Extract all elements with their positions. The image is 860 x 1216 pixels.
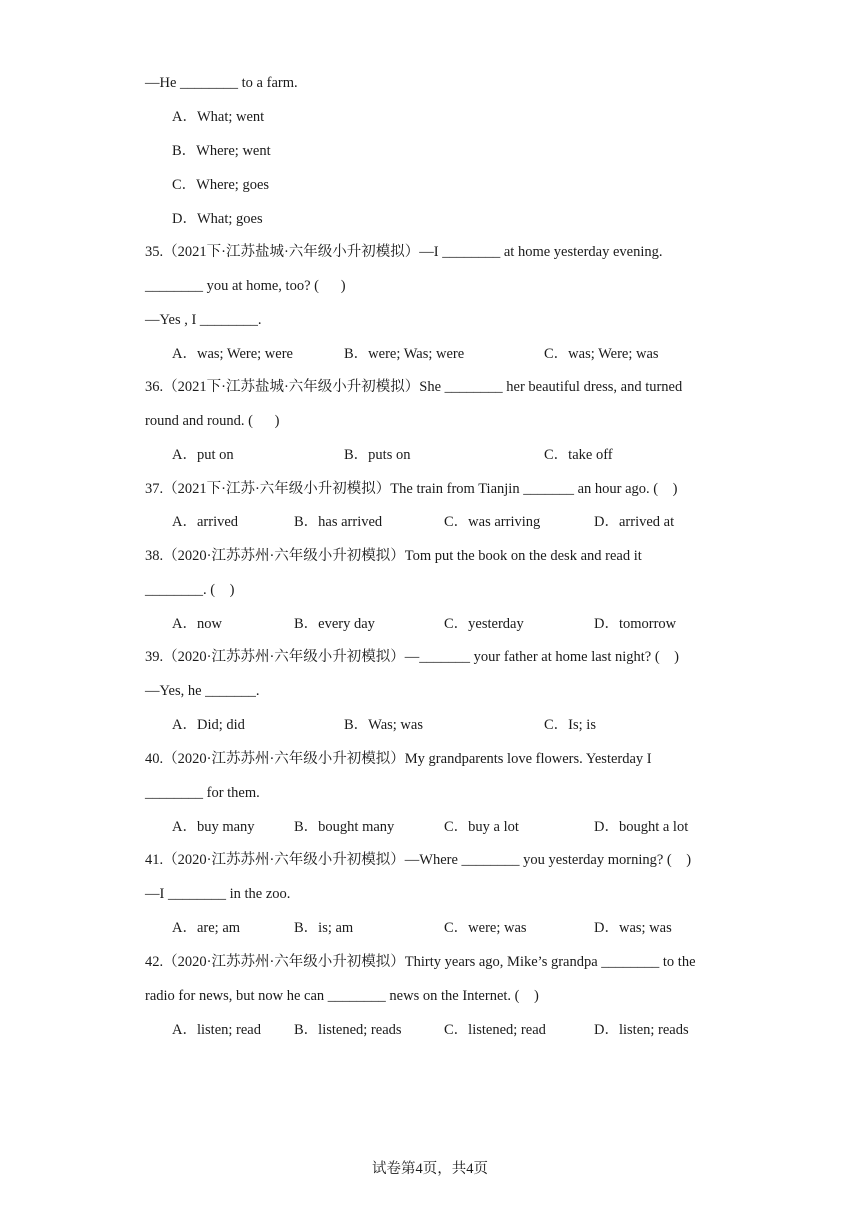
q36-options — [172, 446, 812, 464]
q39-stem: 39.（2020·江苏苏州·六年级小升初模拟）—_______ your father at home last night? ( ) — [145, 649, 680, 665]
option-a: A．listen; read — [172, 1022, 261, 1038]
option-d: D．listen; reads — [594, 1022, 689, 1038]
q38-stem: 38.（2020·江苏苏州·六年级小升初模拟）Tom put the book on the desk and read it — [145, 548, 642, 564]
q42-stem-continued: radio for news, but now he can ________ news on the Internet. ( ) — [145, 988, 539, 1004]
option-label: A．What; went — [172, 109, 265, 125]
page-footer: 试卷第4页，共4页 — [372, 1161, 488, 1177]
q34-option-b — [172, 142, 812, 160]
option-c: C．yesterday — [444, 616, 524, 632]
option-a: A．buy many — [172, 819, 255, 835]
q38-options — [172, 615, 812, 633]
option-d: D．was; was — [594, 920, 672, 936]
option-c: C．take off — [544, 447, 613, 463]
option-c: C．listened; read — [444, 1022, 546, 1038]
q35-options — [172, 345, 812, 363]
option-b: B．is; am — [294, 920, 354, 936]
q34-option-a — [172, 108, 812, 126]
option-label: C．Where; goes — [172, 177, 270, 193]
option-b: B．bought many — [294, 819, 395, 835]
option-d: D．bought a lot — [594, 819, 689, 835]
option-c: C．Is; is — [544, 717, 596, 733]
q41-answer-line: —I ________ in the zoo. — [145, 886, 291, 902]
option-c: C．were; was — [444, 920, 527, 936]
option-b: B．puts on — [344, 447, 411, 463]
option-a: A．put on — [172, 447, 234, 463]
q40-stem-continued: ________ for them. — [145, 785, 260, 801]
q41-stem: 41.（2020·江苏苏州·六年级小升初模拟）—Where ________ you yesterday morning? ( ) — [145, 852, 692, 868]
option-label: B．Where; went — [172, 143, 271, 159]
option-a: A．now — [172, 616, 222, 632]
q37-options — [172, 513, 812, 531]
option-c: C．was; Were; was — [544, 346, 659, 362]
option-b: B．listened; reads — [294, 1022, 402, 1038]
q39-answer-line: —Yes, he _______. — [145, 683, 260, 699]
q34-answer-line: —He ________ to a farm. — [145, 75, 298, 91]
q40-options — [172, 818, 812, 836]
option-d: D．tomorrow — [594, 616, 677, 632]
q37-stem: 37.（2021下·江苏·六年级小升初模拟）The train from Tianjin _______ an hour ago. ( ) — [145, 481, 678, 497]
q41-options — [172, 919, 812, 937]
option-label: D．What; goes — [172, 211, 263, 227]
q36-stem-continued: round and round. ( ) — [145, 413, 280, 429]
option-b: B．every day — [294, 616, 375, 632]
q35-stem: 35.（2021下·江苏盐城·六年级小升初模拟）—I ________ at home yesterday evening. — [145, 244, 663, 260]
option-a: A．are; am — [172, 920, 241, 936]
option-c: C．was arriving — [444, 514, 541, 530]
q42-options — [172, 1021, 812, 1039]
option-b: B．Was; was — [344, 717, 423, 733]
option-d: D．arrived at — [594, 514, 675, 530]
q42-stem: 42.（2020·江苏苏州·六年级小升初模拟）Thirty years ago, Mike’s grandpa ________ to the — [145, 954, 696, 970]
option-a: A．Did; did — [172, 717, 245, 733]
option-b: B．has arrived — [294, 514, 383, 530]
option-c: C．buy a lot — [444, 819, 519, 835]
q35-answer-line: —Yes , I ________. — [145, 312, 262, 328]
q36-stem: 36.（2021下·江苏盐城·六年级小升初模拟）She ________ her beautiful dress, and turned — [145, 379, 683, 395]
option-b: B．were; Was; were — [344, 346, 465, 362]
q40-stem: 40.（2020·江苏苏州·六年级小升初模拟）My grandparents love flowers. Yesterday I — [145, 751, 652, 767]
option-a: A．was; Were; were — [172, 346, 293, 362]
option-a: A．arrived — [172, 514, 239, 530]
q34-option-d — [172, 210, 812, 228]
q39-options — [172, 716, 812, 734]
q38-stem-continued: ________. ( ) — [145, 582, 235, 598]
q34-option-c — [172, 176, 812, 194]
q35-stem-continued: ________ you at home, too? ( ) — [145, 278, 346, 294]
